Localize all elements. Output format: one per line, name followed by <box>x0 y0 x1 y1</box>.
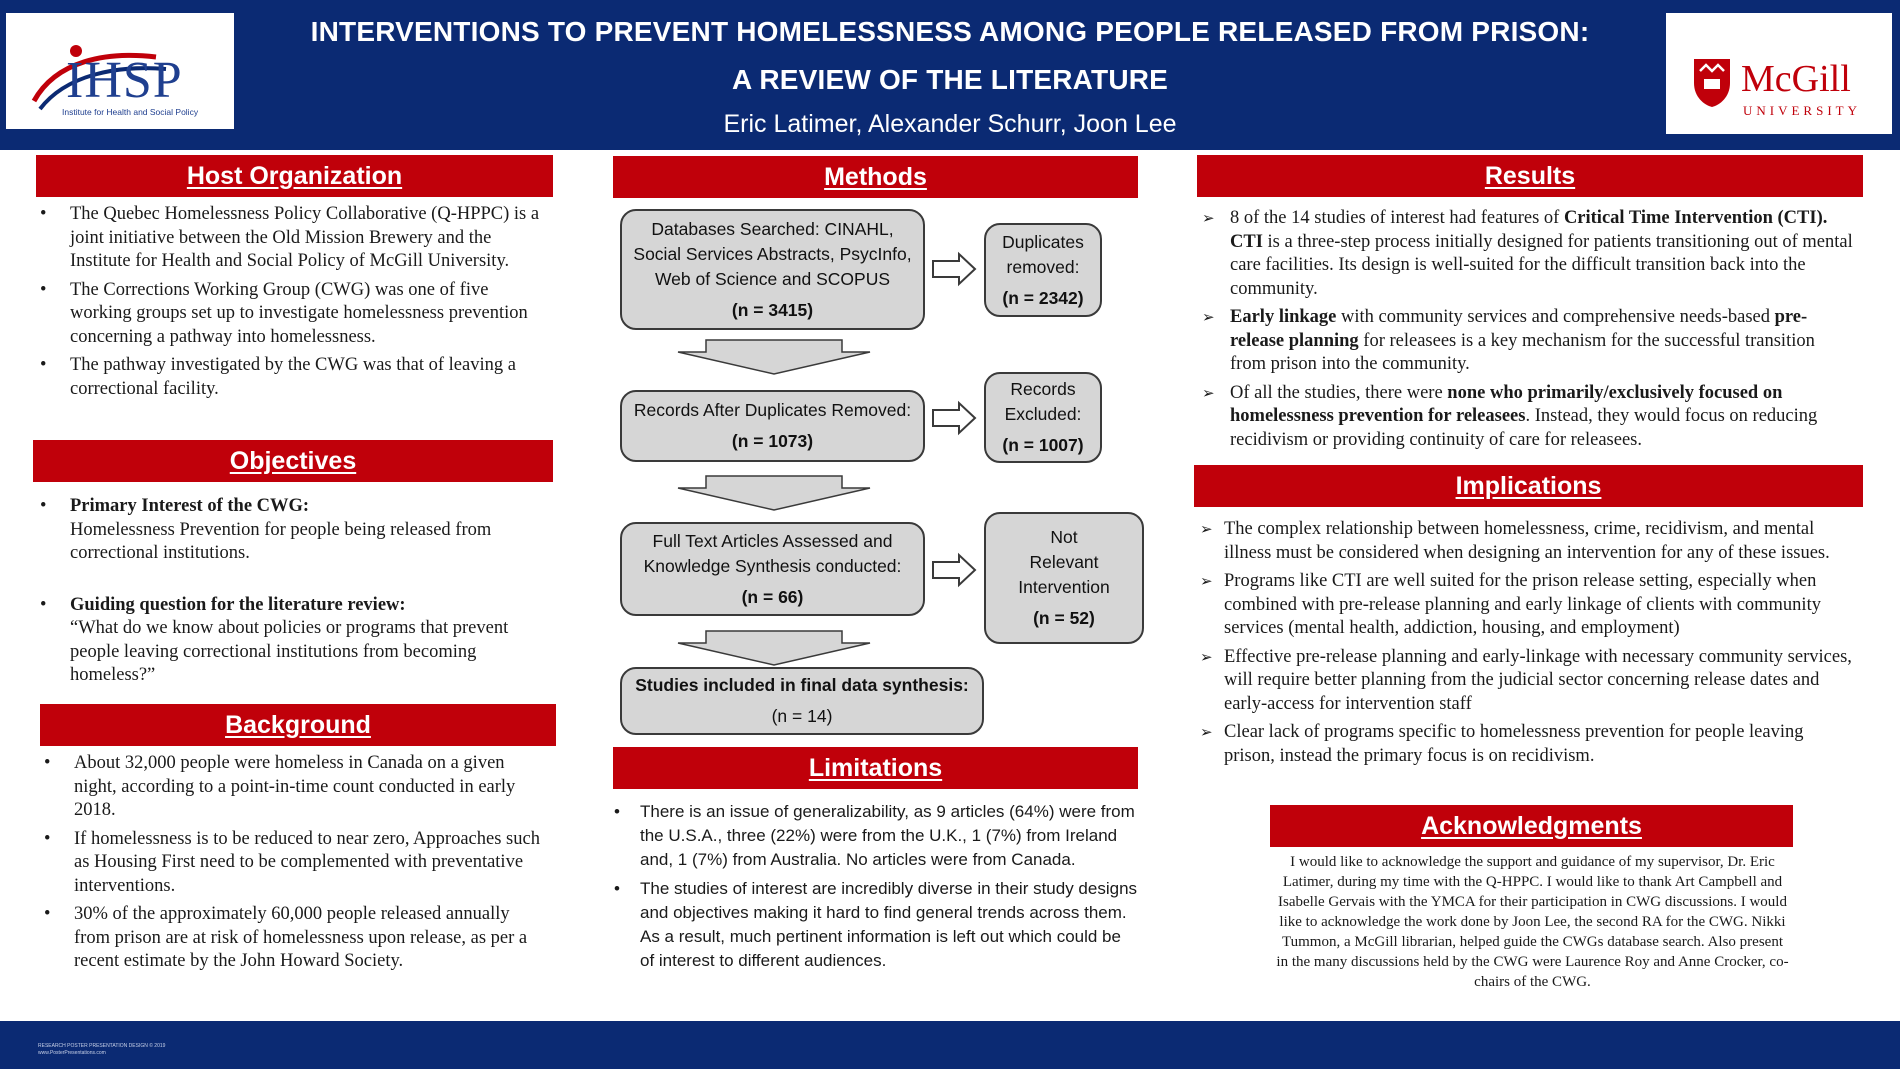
mcgill-logo <box>1666 13 1892 134</box>
flow-box-count: (n = 66) <box>741 586 804 607</box>
limitation-item-text: The studies of interest are incredibly diverse in their study designs and objectives making it hard to find general trends across them. As a result, much pertinent information is left out which could be of interest to different audiences. <box>640 879 1138 970</box>
host-item-text: The Quebec Homelessness Policy Collaborative (Q-HPPC) is a joint initiative between the Old Mission Brewery and the Institute for Health and Social Policy of McGill University. <box>70 204 540 271</box>
list-item <box>36 495 546 566</box>
poster-authors: Eric Latimer, Alexander Schurr, Joon Lee <box>723 110 1177 138</box>
acknowledgments-text: I would like to acknowledge the support and guidance of my supervisor, Dr. Eric Latimer, during my time with the Q-HPPC. I would like to thank Art Campbell and Isabelle Gervais with the YMCA for their participation in CWG discussions. I would like to acknowledge the work done by Joon Lee, the second RA for the CWG. Nikki Tummon, a McGill librarian, helped guide the CWGs database search. Also present in the many discussions held by the CWG were Laurence Roy and Anne Crocker, co-chairs of the CWG. <box>1276 854 1789 990</box>
result-item-text <box>1230 307 1815 374</box>
limitation-item-text: There is an issue of generalizability, as 9 articles (64%) were from the U.S.A., three (22%) were from the U.K., 1 (7%) from Ireland and, 1 (7%) from Australia. No articles were from Canada. <box>640 802 1135 869</box>
objectives-heading: Objectives <box>33 440 553 482</box>
objective-text: Homelessness Prevention for people being released from correctional institutions. <box>70 519 492 563</box>
list-item <box>1200 570 1855 641</box>
implication-item-text: Clear lack of programs specific to homelessness prevention for people leaving prison, instead the primary focus is on recidivism. <box>1224 722 1804 766</box>
list-item <box>40 903 550 974</box>
arrow-bullet-icon: ➢ <box>1202 383 1215 402</box>
flow-box-text: Not Relevant Intervention <box>1018 527 1110 597</box>
implications-heading: Implications <box>1194 465 1863 507</box>
arrow-bullet-icon: ➢ <box>1200 520 1213 538</box>
list-item <box>40 752 550 823</box>
flow-box-final <box>620 667 984 735</box>
flow-box-count: (n = 52) <box>1033 608 1095 628</box>
result-text-bold: none who primarily/exclusively focused on homelessness prevention for releasees <box>1230 382 1783 426</box>
list-item <box>36 594 546 688</box>
poster-title-line1: INTERVENTIONS TO PREVENT HOMELESSNESS AMONG PEOPLE RELEASED FROM PRISON: <box>310 16 1590 47</box>
limitations-heading: Limitations <box>613 747 1138 789</box>
list-item <box>40 828 550 899</box>
arrow-bullet-icon: ➢ <box>1200 572 1213 590</box>
flow-box-databases <box>620 209 925 330</box>
host-organization-list <box>36 203 546 406</box>
result-text-part: Of all the studies, there were <box>1230 382 1448 403</box>
bullet-icon: • <box>44 828 51 849</box>
flow-box-text: Databases Searched: CINAHL, Social Services Abstracts, PsycInfo, Web of Science and SCOPUS <box>633 218 912 289</box>
bullet-icon: • <box>40 279 47 300</box>
flow-box-text: Records After Duplicates Removed: <box>633 400 912 420</box>
result-text-bold: Critical Time Intervention (CTI). CTI <box>1230 208 1828 252</box>
mcgill-logo-subtitle: UNIVERSITY <box>1743 103 1861 118</box>
result-item-text <box>1230 208 1853 299</box>
flow-box-text: Full Text Articles Assessed and Knowledge Synthesis conducted: <box>643 530 902 576</box>
objective-title: Primary Interest of the CWG: <box>70 496 310 516</box>
bullet-icon: • <box>40 204 47 224</box>
result-text-part: for releasees is a key mechanism for the successful transition from prison into the community. <box>1230 330 1815 374</box>
footer-credit-line1: RESEARCH POSTER PRESENTATION DESIGN © 2019 <box>38 1043 166 1049</box>
result-text-bold: Early linkage <box>1230 307 1337 327</box>
implication-item-text: The complex relationship between homelessness, crime, recidivism, and mental illness must be considered when designing an intervention for any of these issues. <box>1224 519 1830 563</box>
footer-credit-line2: www.PosterPresentations.com <box>38 1050 106 1056</box>
right-arrow-icon <box>931 401 977 435</box>
flow-box-records-excluded <box>984 372 1102 463</box>
result-text-part: 8 of the 14 studies of interest had features of <box>1230 208 1564 228</box>
results-list <box>1200 207 1855 457</box>
arrow-bullet-icon: ➢ <box>1200 723 1213 741</box>
bullet-icon: • <box>40 496 47 516</box>
list-item <box>36 279 546 350</box>
mcgill-crest-icon <box>1692 57 1732 109</box>
mcgill-logo-text: McGill <box>1741 58 1851 100</box>
flow-box-count: (n = 3415) <box>731 299 814 320</box>
bullet-icon: • <box>44 904 51 924</box>
objective-title: Guiding question for the literature review: <box>70 594 406 615</box>
right-arrow-icon <box>931 553 977 587</box>
implications-list <box>1200 518 1855 773</box>
result-item-text <box>1230 383 1817 450</box>
flow-box-duplicates <box>984 223 1102 317</box>
right-arrow-icon <box>931 252 977 286</box>
host-item-text: The Corrections Working Group (CWG) was one of five working groups set up to investigate homelessness prevention concerning a pathway into homelessness. <box>70 279 528 347</box>
footer-credit <box>38 1043 165 1057</box>
arrow-bullet-icon: ➢ <box>1202 209 1215 227</box>
ihsp-logo-subtitle: Institute for Health and Social Policy <box>62 107 199 117</box>
flow-box-not-relevant <box>984 512 1144 644</box>
result-text-part: with community services and comprehensive needs-based <box>1336 307 1775 327</box>
background-heading: Background <box>40 704 556 746</box>
implication-item-text: Effective pre-release planning and early-linkage with necessary community services, will require better planning from the judicial sector concerning release dates and early-access for intervention staff <box>1224 646 1852 714</box>
result-text-bold: pre-release planning <box>1230 307 1808 351</box>
bullet-icon: • <box>40 355 47 375</box>
background-item-text: About 32,000 people were homeless in Canada on a given night, according to a point-in-time count conducted in early 2018. <box>74 753 516 820</box>
flow-box-text: Records Excluded: <box>1004 379 1082 424</box>
poster-footer <box>0 1021 1900 1069</box>
list-item <box>1200 518 1855 565</box>
host-organization-heading: Host Organization <box>36 155 553 197</box>
background-item-text: 30% of the approximately 60,000 people released annually from prison are at risk of homelessness upon release, as per a recent estimate by the John Howard Society. <box>74 904 528 971</box>
flow-box-full-text <box>620 522 925 616</box>
list-item <box>36 354 546 401</box>
bullet-icon: • <box>44 753 51 773</box>
flow-box-count: (n = 1073) <box>731 431 814 451</box>
objective-text: “What do we know about policies or programs that prevent people leaving correctional institutions from becoming homeless?” <box>70 618 509 685</box>
flow-box-count: (n = 1007) <box>1002 435 1084 455</box>
bullet-icon: • <box>614 802 620 821</box>
down-arrow-icon <box>676 629 872 667</box>
flow-box-text: Studies included in final data synthesis: <box>635 675 969 695</box>
list-item <box>610 800 1138 872</box>
list-item <box>1200 721 1855 768</box>
result-text-part: is a three-step process initially designed for patients transitioning out of mental care facilities. Its design is well-suited for the difficult transition back into the community. <box>1230 231 1853 299</box>
poster-title-line2: A REVIEW OF THE LITERATURE <box>731 64 1169 95</box>
ihsp-logo <box>6 13 234 129</box>
bullet-icon: • <box>614 879 620 898</box>
down-arrow-icon <box>676 338 872 376</box>
list-item <box>1200 382 1855 453</box>
flow-box-count: (n = 2342) <box>1002 287 1084 308</box>
background-item-text: If homelessness is to be reduced to near zero, Approaches such as Housing First need to be complemented with preventative interventions. <box>74 828 540 896</box>
methods-heading: Methods <box>613 156 1138 198</box>
list-item <box>1200 646 1855 717</box>
flow-box-text: Duplicates removed: <box>1002 231 1084 277</box>
ihsp-logo-text: IHSP <box>66 52 183 109</box>
down-arrow-icon <box>676 474 872 512</box>
arrow-bullet-icon: ➢ <box>1202 308 1215 326</box>
flow-box-count: (n = 14) <box>771 706 833 726</box>
result-text-part: . Instead, they would focus on reducing recidivism or providing continuity of care for releasees. <box>1230 406 1818 450</box>
background-list <box>40 752 550 979</box>
list-item <box>610 877 1138 973</box>
acknowledgments-heading: Acknowledgments <box>1270 805 1793 847</box>
list-item <box>1200 207 1855 301</box>
bullet-icon: • <box>40 594 47 615</box>
flow-box-after-duplicates <box>620 390 925 462</box>
host-item-text: The pathway investigated by the CWG was that of leaving a correctional facility. <box>70 355 516 399</box>
objectives-list <box>36 495 546 693</box>
list-item <box>1200 306 1855 377</box>
list-item <box>36 203 546 274</box>
arrow-bullet-icon: ➢ <box>1200 647 1213 666</box>
limitations-list <box>610 800 1138 978</box>
results-heading: Results <box>1197 155 1863 197</box>
implication-item-text: Programs like CTI are well suited for the prison release setting, especially when combined with pre-release planning and early linkage of clients with community services (mental health, addiction, housing, and employment) <box>1224 571 1821 638</box>
